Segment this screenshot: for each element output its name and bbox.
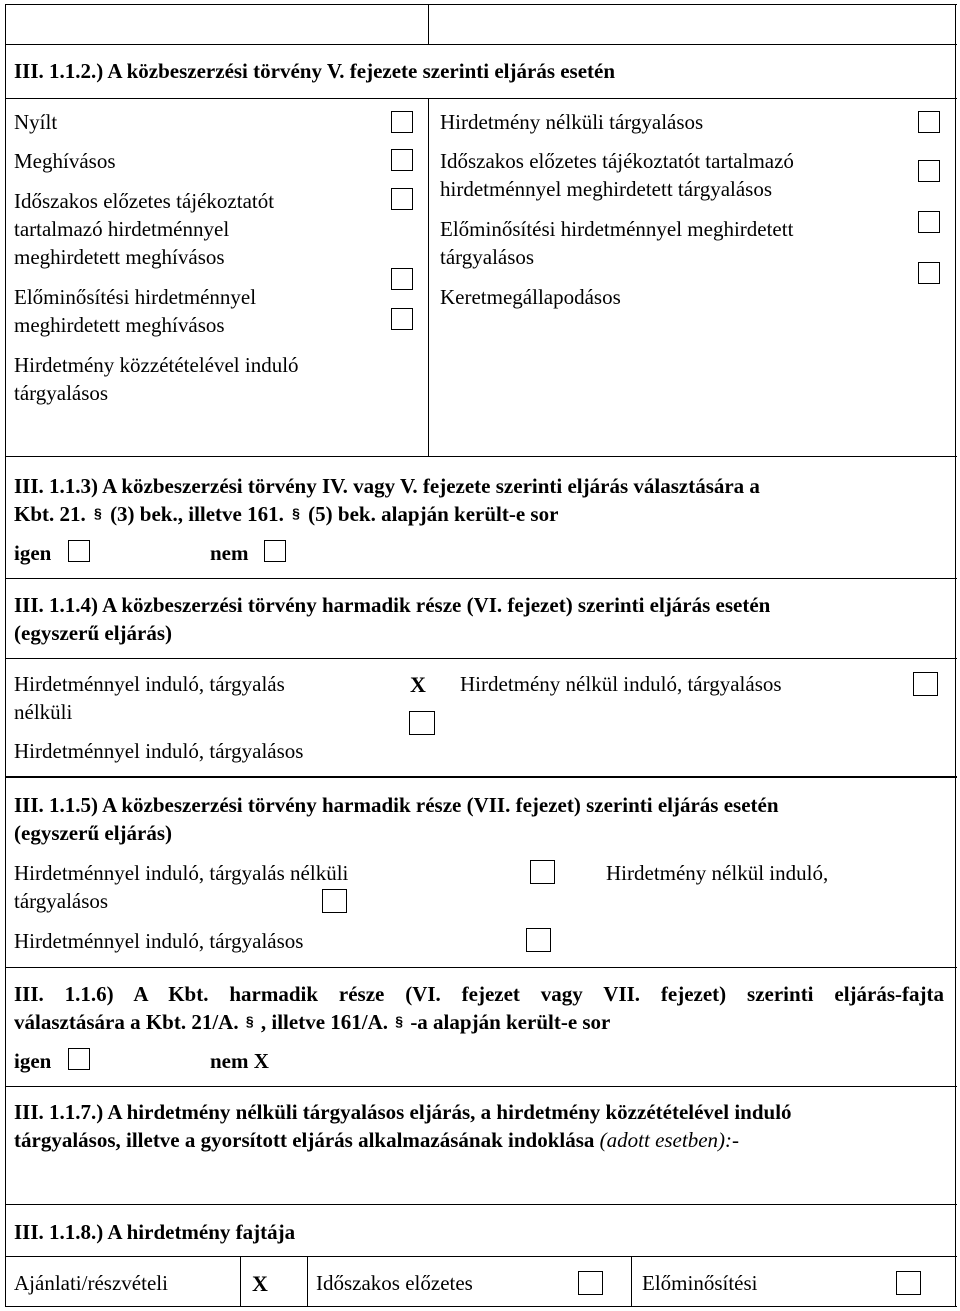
rule	[5, 98, 957, 99]
checkbox-nem[interactable]	[264, 540, 286, 562]
checkbox-r-nelkuli[interactable]	[918, 111, 940, 133]
section-113-heading-line2	[14, 500, 558, 528]
section-116-heading-line1	[14, 980, 944, 1008]
rule	[5, 1204, 957, 1205]
type-elominosites: Előminősítési	[642, 1271, 758, 1295]
option-kozzetetel-line: tárgyalásos	[14, 381, 109, 405]
checkbox-r-idoszakos[interactable]	[918, 160, 940, 182]
section-sign: §	[245, 1013, 254, 1029]
rule	[428, 4, 429, 44]
s114-opt3: Hirdetmény nélkül induló, tárgyalásos	[460, 672, 782, 696]
igen-label: igen	[14, 1049, 52, 1073]
s115-opt2: Hirdetménnyel induló, tárgyalásos	[14, 929, 304, 953]
section-115-heading-line1: III. 1.1.5) A közbeszerzési törvény harmadik része (VII. fejezet) szerinti eljárás esetén	[14, 793, 779, 817]
rule	[5, 776, 957, 778]
s115-opt3: Hirdetmény nélkül induló,	[606, 861, 829, 885]
s115-opt1-line: tárgyalásos	[14, 889, 109, 913]
heading-text: választására a Kbt. 21/A.	[14, 1010, 239, 1034]
section-112-heading: III. 1.1.2.) A közbeszerzési törvény V. fejezete szerinti eljárás esetén	[14, 59, 616, 83]
option-meghivasos: Meghívásos	[14, 149, 116, 173]
section-sign: §	[94, 505, 102, 521]
option-nelkuli: Hirdetmény nélküli tárgyalásos	[440, 110, 704, 134]
rule	[240, 1256, 241, 1306]
heading-text: , illetve 161/A.	[260, 1010, 389, 1034]
rule	[5, 1306, 957, 1307]
igen-label: igen	[14, 541, 52, 565]
option-nyilt: Nyílt	[14, 110, 58, 134]
checkbox-igen-116[interactable]	[68, 1048, 90, 1070]
heading-text: (5) bek. alapján került-e sor	[308, 502, 559, 526]
s114-opt1-mark: X	[410, 672, 426, 697]
rule	[5, 4, 957, 5]
section-113-heading-line1: III. 1.1.3) A közbeszerzési törvény IV. vagy V. fejezete szerinti eljárás választására a	[14, 474, 760, 498]
option-idoszakos-line: tartalmazó hirdetménnyel	[14, 217, 230, 241]
section-117-heading-line1: III. 1.1.7.) A hirdetmény nélküli tárgyalásos eljárás, a hirdetmény közzétételével induló	[14, 1100, 792, 1124]
type-ajanlati-mark: X	[252, 1271, 268, 1296]
checkbox-s115-a[interactable]	[322, 889, 347, 913]
option-kozzetetel-line: Hirdetmény közzétételével induló	[14, 353, 299, 377]
section-sign: §	[395, 1013, 404, 1029]
checkbox-s114-opt2[interactable]	[409, 711, 435, 735]
rule	[5, 4, 6, 1307]
rule	[5, 456, 957, 457]
section-118-heading: III. 1.1.8.) A hirdetmény fajtája	[14, 1220, 296, 1244]
rule	[307, 1256, 308, 1306]
checkbox-kozzetetel[interactable]	[391, 308, 413, 330]
option-keret: Keretmegállapodásos	[440, 285, 621, 309]
checkbox-s115-b[interactable]	[530, 860, 555, 884]
rule	[5, 578, 957, 579]
heading-text: III. 1.1.6) A Kbt. harmadik része (VI. fejezet vagy VII. fejezet) szerinti eljárás-fajta	[14, 982, 944, 1006]
section-114-heading-line2: (egyszerű eljárás)	[14, 621, 173, 645]
nem-label: nem	[210, 541, 249, 565]
checkbox-r-elominosites[interactable]	[918, 211, 940, 233]
option-r-idoszakos-line: Időszakos előzetes tájékoztatót tartalmazó	[440, 149, 794, 173]
nem-text: nem X	[210, 1049, 269, 1073]
option-elominosites-line: Előminősítési hirdetménnyel	[14, 285, 257, 309]
section-115-heading-line2: (egyszerű eljárás)	[14, 821, 173, 845]
option-r-elominosites-line: Előminősítési hirdetménnyel meghirdetett	[440, 217, 794, 241]
rule	[5, 1256, 957, 1257]
s114-opt2: Hirdetménnyel induló, tárgyalásos	[14, 739, 304, 763]
s114-opt1-line: nélküli	[14, 700, 73, 724]
rule	[5, 658, 957, 659]
rule	[5, 1086, 957, 1087]
s114-opt1-line: Hirdetménnyel induló, tárgyalás	[14, 672, 285, 696]
checkbox-idoszakos-118[interactable]	[578, 1271, 603, 1295]
rule	[5, 967, 957, 968]
option-r-elominosites-line: tárgyalásos	[440, 245, 535, 269]
heading-text: Kbt. 21.	[14, 502, 86, 526]
rule	[5, 44, 957, 45]
nem-label	[210, 1047, 269, 1075]
rule	[631, 1256, 632, 1306]
checkbox-meghivasos[interactable]	[391, 149, 413, 171]
rule	[955, 4, 956, 1307]
heading-note: (adott esetben):-	[599, 1128, 740, 1152]
checkbox-elominosites[interactable]	[391, 268, 413, 290]
option-idoszakos-line: Időszakos előzetes tájékoztatót	[14, 189, 275, 213]
option-idoszakos-line: meghirdetett meghívásos	[14, 245, 225, 269]
section-sign: §	[292, 505, 300, 521]
checkbox-idoszakos[interactable]	[391, 188, 413, 210]
checkbox-nyilt[interactable]	[391, 111, 413, 133]
s115-opt1-line: Hirdetménnyel induló, tárgyalás nélküli	[14, 861, 349, 885]
section-117-heading-line2	[14, 1126, 739, 1154]
checkbox-igen[interactable]	[68, 540, 90, 562]
option-elominosites-line: meghirdetett meghívásos	[14, 313, 225, 337]
heading-text: -a alapján került-e sor	[410, 1010, 611, 1034]
checkbox-s114-opt3[interactable]	[913, 672, 938, 696]
section-114-heading-line1: III. 1.1.4) A közbeszerzési törvény harmadik része (VI. fejezet) szerinti eljárás esetén	[14, 593, 771, 617]
heading-text: tárgyalásos, illetve a gyorsított eljárás alkalmazásának indoklása	[14, 1128, 595, 1152]
rule	[428, 98, 429, 456]
option-r-idoszakos-line: hirdetménnyel meghirdetett tárgyalásos	[440, 177, 773, 201]
heading-text: (3) bek., illetve 161.	[110, 502, 284, 526]
checkbox-elominosites-118[interactable]	[896, 1271, 921, 1295]
type-idoszakos: Időszakos előzetes	[316, 1271, 473, 1295]
type-ajanlati: Ajánlati/részvételi	[14, 1271, 168, 1295]
checkbox-s115-c[interactable]	[526, 928, 551, 952]
section-116-heading-line2	[14, 1008, 610, 1036]
checkbox-r-keret[interactable]	[918, 262, 940, 284]
